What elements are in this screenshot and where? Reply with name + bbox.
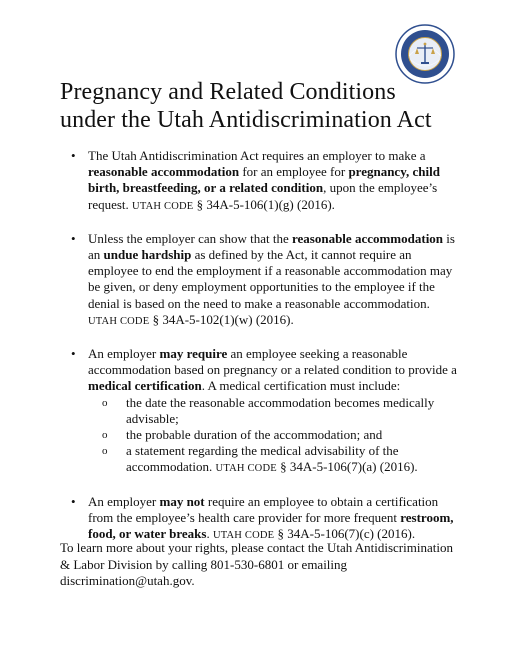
bullet-2-text-2: is an: [88, 230, 455, 263]
bullet-1-bold-1: reasonable accommodation: [88, 164, 240, 180]
sub-item-probable-duration: o the probable duration of the accommodation; and: [102, 427, 460, 443]
bullet-1-text-2: for an employee for: [239, 164, 349, 180]
title-line-1: Pregnancy and Related Conditions: [60, 79, 396, 105]
sub-item-3-citation: § 34A-5-106(7)(a) (2016).: [276, 459, 418, 475]
bullet-1-text-1: The Utah Antidiscrimination Act requires an employer to make a: [88, 148, 426, 163]
bullet-4-text-1: An employer: [88, 493, 160, 509]
bullet-2-citation: § 34A-5-102(1)(w) (2016).: [149, 311, 294, 327]
bullet-4-text-2: require an employee to obtain a certification from the employee’s health care provider for more frequent: [88, 493, 439, 525]
sub-item-3-text: a statement regarding the medical advisability of the accommodation.: [126, 443, 399, 475]
bullet-4-bold-2: restroom, food, or water breaks: [88, 509, 454, 542]
labor-commission-seal-logo: [395, 24, 455, 84]
bullet-2-text-1: Unless the employer can show that the: [88, 230, 292, 246]
list-item-undue-hardship: [60, 231, 460, 330]
bullet-4-citation-code: UTAH CODE: [212, 530, 275, 542]
bullet-1-citation: § 34A-5-106(1)(g) (2016).: [193, 196, 335, 212]
bullet-3-text-1: An employer: [88, 346, 160, 362]
bullet-3-bold-2: medical certification: [88, 378, 202, 394]
rights-list: [60, 148, 460, 560]
sub-item-3-citation-code: UTAH CODE: [215, 463, 277, 475]
bullet-2-bold-1: reasonable accommodation: [291, 230, 444, 246]
bullet-1-citation-code: UTAH CODE: [132, 200, 194, 212]
bullet-1-text-3: , upon the employee’s request.: [88, 180, 438, 212]
bullet-4-bold-1: may not: [159, 493, 205, 509]
bullet-3-text-3: . A medical certification must include:: [201, 378, 401, 394]
sub-item-advisability-statement: [102, 443, 460, 477]
certification-requirements-list: [88, 395, 460, 478]
bullet-1-bold-2: pregnancy, child birth, breastfeeding, or a related condition: [88, 164, 440, 196]
bullet-2-text-3: as defined by the Act, it cannot require an employee to end the employment if a reasonable accommodation may be given, or deny employment opportunities to the employee if the denial is based on the need to make a reasonable accommodation.: [88, 247, 453, 311]
title-line-2: under the Utah Antidiscrimination Act: [60, 107, 432, 133]
bullet-4-citation: § 34A-5-106(7)(c) (2016).: [274, 526, 416, 542]
bullet-2-bold-2: undue hardship: [103, 247, 192, 263]
list-item-accommodation-requirement: [60, 148, 460, 215]
list-item-medical-certification: [60, 346, 460, 478]
bullet-4-text-3: .: [206, 526, 213, 542]
contact-paragraph: To learn more about your rights, please contact the Utah Antidiscrimination & Labor Division by calling 801-530-6801 or emailing discrimination@utah.gov.: [60, 540, 453, 588]
bullet-2-citation-code: UTAH CODE: [88, 315, 150, 327]
page-title: [60, 78, 480, 134]
sub-item-date-advisable: o the date the reasonable accommodation becomes medically advisable;: [102, 395, 460, 427]
list-item-breaks-certification: [60, 494, 460, 545]
bullet-3-bold-1: may require: [159, 346, 228, 362]
bullet-3-text-2: an employee seeking a reasonable accommodation based on pregnancy or a related condition to provide a: [88, 346, 457, 378]
